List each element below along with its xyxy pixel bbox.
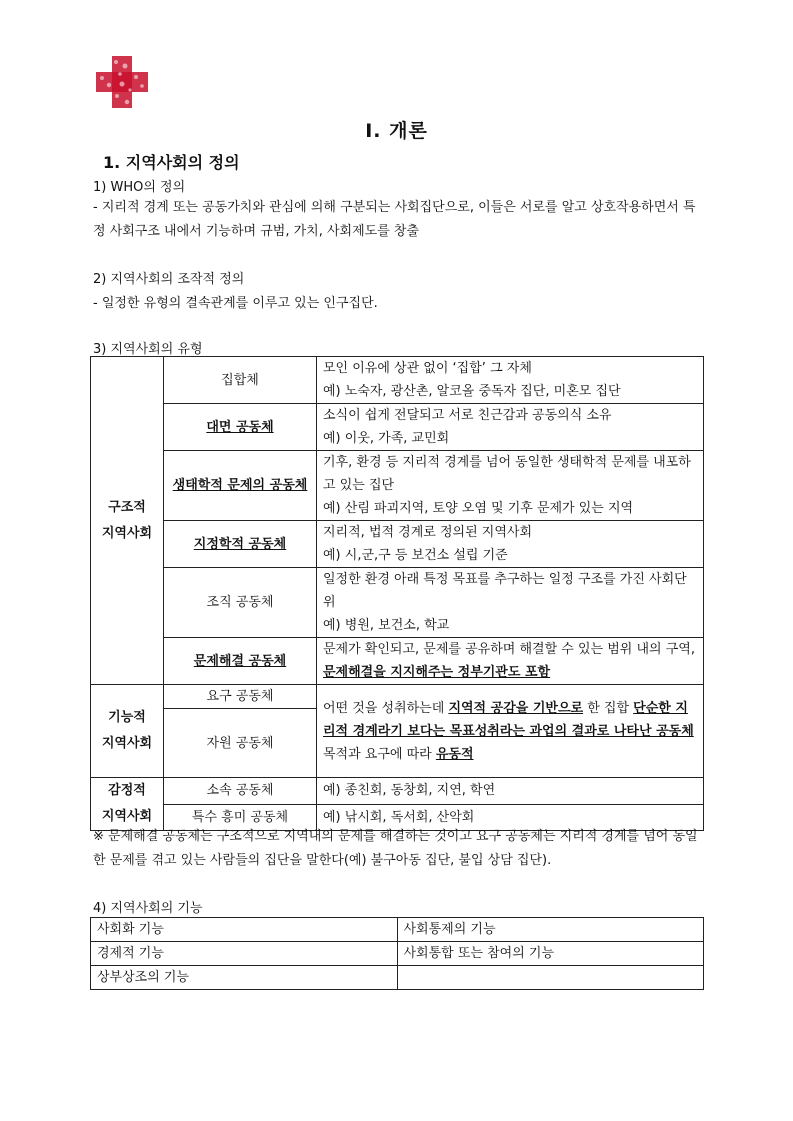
types-heading: 3) 지역사회의 유형 — [93, 342, 203, 357]
community-functions-table — [90, 917, 704, 990]
function-cell: 사회통제의 기능 — [397, 918, 704, 942]
red-cross-mosaic-icon — [92, 52, 152, 112]
function-cell — [397, 966, 704, 990]
operational-definition-text: - 일정한 유형의 결속관계를 이루고 있는 인구집단. — [93, 296, 378, 311]
type-description — [317, 451, 704, 521]
desc-line: 예) 병원, 보건소, 학교 — [323, 618, 450, 633]
function-cell: 경제적 기능 — [91, 942, 398, 966]
type-name: 특수 흥미 공동체 — [164, 804, 317, 831]
desc-line: 기후, 환경 등 지리적 경계를 넘어 동일한 생태학적 문제를 내포하고 있는 집단 — [323, 455, 691, 493]
section-heading: 1. 지역사회의 정의 — [103, 153, 240, 172]
type-name: 문제해결 공동체 — [164, 638, 317, 685]
type-name: 조직 공동체 — [164, 568, 317, 638]
type-description — [317, 638, 704, 685]
function-cell: 상부상조의 기능 — [91, 966, 398, 990]
type-description — [317, 357, 704, 404]
type-name: 소속 공동체 — [164, 778, 317, 805]
type-description — [317, 568, 704, 638]
desc-text: 목적과 요구에 따라 — [323, 746, 432, 762]
desc-text: 어떤 것을 성취하는데 — [323, 700, 445, 716]
function-cell: 사회화 기능 — [91, 918, 398, 942]
desc-line: 예) 이웃, 가족, 교민회 — [323, 431, 450, 446]
type-name: 요구 공동체 — [164, 685, 317, 709]
functions-heading: 4) 지역사회의 기능 — [93, 901, 203, 916]
desc-emphasis: 지역적 공감을 기반으로 — [448, 700, 584, 716]
category-label: 구조적 지역사회 — [101, 499, 153, 541]
category-structural — [91, 357, 164, 685]
type-description — [317, 404, 704, 451]
desc-text: 문제가 확인되고, 문제를 공유하며 해결할 수 있는 범위 내의 구역, — [323, 642, 695, 657]
table-note: ※ 문제해결 공동체는 구조적으로 지역내의 문제를 해결하는 것이고 요구 공동체는 지리적 경계를 넘어 동일한 문제를 겪고 있는 사람들의 집단을 말한다(예) 불구아동 집단, 불입 상담 집단). — [93, 829, 698, 868]
who-definition-text: - 지리적 경계 또는 공동가치와 관심에 의해 구분되는 사회집단으로, 이들은 서로를 알고 상호작용하면서 특정 사회구조 내에서 기능하며 규범, 가치, 사회제도를 창출 — [93, 200, 696, 239]
desc-emphasis: 유동적 — [435, 746, 474, 762]
type-description: 예) 종친회, 동창회, 지연, 학연 — [317, 778, 704, 805]
who-definition-heading: 1) WHO의 정의 — [93, 180, 186, 195]
desc-line: 예) 노숙자, 광산촌, 알코올 중독자 집단, 미혼모 집단 — [323, 384, 621, 399]
community-types-table — [90, 356, 704, 831]
type-name: 대면 공동체 — [164, 404, 317, 451]
desc-emphasis: 단순한 지리적 경계라기 보다는 목표성취라는 과업의 결과로 나타난 공동체 — [323, 700, 694, 739]
category-functional — [91, 685, 164, 778]
type-description: 예) 낚시회, 독서회, 산악회 — [317, 804, 704, 831]
category-emotional — [91, 778, 164, 831]
category-label: 기능적 지역사회 — [101, 710, 153, 751]
desc-line: 소식이 쉽게 전달되고 서로 친근감과 공동의식 소유 — [323, 408, 612, 423]
desc-line: 지리적, 법적 경계로 정의된 지역사회 — [323, 525, 533, 540]
type-description — [317, 685, 704, 778]
desc-line: 일정한 환경 아래 특정 목표를 추구하는 일정 구조를 가진 사회단위 — [323, 572, 687, 610]
operational-definition-heading: 2) 지역사회의 조작적 정의 — [93, 272, 245, 287]
page-title: Ⅰ. 개론 — [365, 120, 428, 142]
type-description — [317, 521, 704, 568]
desc-line: 예) 시,군,구 등 보건소 설립 기준 — [323, 548, 508, 563]
type-name: 지정학적 공동체 — [164, 521, 317, 568]
desc-text: 한 집합 — [587, 700, 630, 716]
desc-line: 예) 산림 파괴지역, 토양 오염 및 기후 문제가 있는 지역 — [323, 501, 634, 516]
category-label: 감정적 지역사회 — [101, 783, 153, 824]
function-cell: 사회통합 또는 참여의 기능 — [397, 942, 704, 966]
desc-line: 모인 이유에 상관 없이 ‘집합’ 그 자체 — [323, 361, 532, 376]
type-name: 집합체 — [164, 357, 317, 404]
type-name: 생태학적 문제의 공동체 — [164, 451, 317, 521]
type-name: 자원 공동체 — [164, 709, 317, 778]
desc-emphasis: 문제해결을 지지해주는 정부기관도 포함 — [323, 665, 551, 680]
